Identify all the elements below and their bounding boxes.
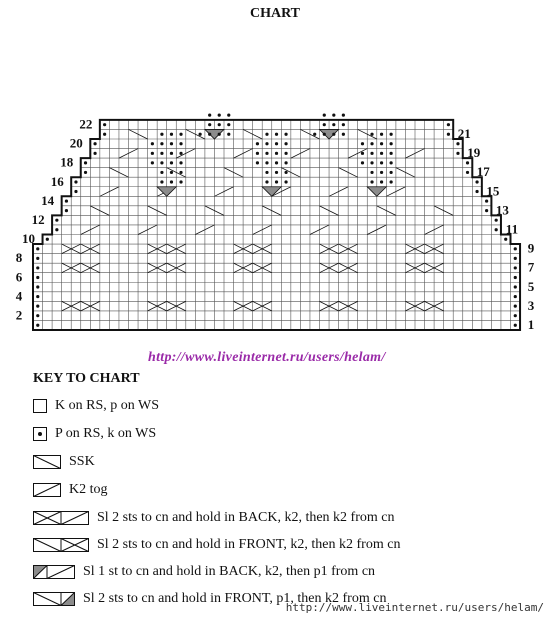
purl-dot bbox=[218, 133, 221, 136]
key-label: Sl 2 sts to cn and hold in FRONT, p1, then k2 from cn bbox=[83, 591, 387, 606]
row-number-right: 21 bbox=[457, 126, 471, 141]
purl-dot bbox=[151, 142, 154, 145]
purl-dot bbox=[74, 180, 77, 183]
purl-dot bbox=[323, 114, 326, 117]
row-number-right: 13 bbox=[495, 202, 509, 218]
purl-dot bbox=[218, 123, 221, 126]
purl-dot bbox=[265, 152, 268, 155]
purl-dot bbox=[514, 266, 517, 269]
purl-dot bbox=[36, 285, 39, 288]
purl-dot bbox=[36, 314, 39, 317]
row-number-right: 5 bbox=[527, 278, 535, 294]
purl-dot bbox=[284, 171, 287, 174]
purl-dot bbox=[65, 209, 68, 212]
purl-dot bbox=[332, 133, 335, 136]
purl-dot bbox=[485, 199, 488, 202]
purl-dot bbox=[170, 133, 173, 136]
key-label: P on RS, k on WS bbox=[55, 426, 157, 441]
row-number-left: 18 bbox=[60, 154, 74, 170]
purl-dot bbox=[179, 161, 182, 164]
purl-dot bbox=[170, 171, 173, 174]
purl-dot bbox=[265, 161, 268, 164]
purl-dot bbox=[380, 180, 383, 183]
key-label: SSK bbox=[69, 454, 95, 469]
key-item-cable-front bbox=[33, 535, 400, 555]
purl-dot bbox=[514, 305, 517, 308]
purl-dot bbox=[256, 161, 259, 164]
purl-dot bbox=[170, 161, 173, 164]
purl-dot bbox=[390, 152, 393, 155]
purl-dot bbox=[456, 142, 459, 145]
purl-dot bbox=[36, 276, 39, 279]
purl-dot bbox=[256, 152, 259, 155]
purl-dot bbox=[170, 180, 173, 183]
purl-dot bbox=[323, 123, 326, 126]
row-number-left: 4 bbox=[15, 288, 23, 304]
key-label: Sl 2 sts to cn and hold in BACK, k2, then k2 from cn bbox=[97, 510, 395, 525]
purl-dot bbox=[93, 152, 96, 155]
purl-dot bbox=[160, 142, 163, 145]
purl-dot bbox=[179, 171, 182, 174]
purl-dot bbox=[36, 295, 39, 298]
purl-dot bbox=[208, 123, 211, 126]
key-label: K2 tog bbox=[69, 482, 108, 497]
purl-dot bbox=[475, 190, 478, 193]
row-number-left: 20 bbox=[69, 135, 83, 151]
purl-dot bbox=[284, 142, 287, 145]
purl-dot bbox=[199, 133, 202, 136]
cross-triangle bbox=[205, 129, 224, 139]
key-label: K on RS, p on WS bbox=[55, 398, 159, 413]
purl-dot bbox=[55, 228, 58, 231]
purl-dot bbox=[370, 152, 373, 155]
purl-dot bbox=[361, 152, 364, 155]
purl-dot bbox=[160, 161, 163, 164]
row-number-left: 6 bbox=[15, 269, 23, 285]
purl-dot bbox=[514, 247, 517, 250]
purl-dot bbox=[370, 142, 373, 145]
row-number-left: 14 bbox=[41, 192, 55, 208]
purl-dot bbox=[514, 276, 517, 279]
purl-dot bbox=[514, 324, 517, 327]
purl-dot bbox=[179, 152, 182, 155]
chart-title: CHART bbox=[249, 6, 301, 21]
purl-dot bbox=[65, 199, 68, 202]
key-item-cable-back bbox=[33, 508, 395, 528]
cross-front-symbol-icon bbox=[33, 592, 75, 606]
row-number-left: 8 bbox=[15, 250, 23, 266]
purl-dot bbox=[275, 152, 278, 155]
purl-dot bbox=[227, 114, 230, 117]
cross-triangle bbox=[262, 187, 281, 197]
purl-dot bbox=[514, 285, 517, 288]
purl-dot bbox=[275, 180, 278, 183]
purl-dot bbox=[284, 133, 287, 136]
purl-dot bbox=[323, 133, 326, 136]
key-title: KEY TO CHART bbox=[33, 371, 140, 386]
purl-dot bbox=[55, 219, 58, 222]
purl-dot bbox=[390, 142, 393, 145]
purl-dot bbox=[170, 152, 173, 155]
purl-dot bbox=[370, 171, 373, 174]
purl-dot bbox=[218, 114, 221, 117]
purl-dot bbox=[495, 228, 498, 231]
purl-dot bbox=[265, 171, 268, 174]
purl-dot bbox=[485, 209, 488, 212]
row-number-right: 19 bbox=[467, 145, 481, 161]
purl-dot bbox=[495, 219, 498, 222]
source-url[interactable]: http://www.liveinternet.ru/users/helam/ bbox=[148, 350, 386, 365]
purl-dot bbox=[361, 142, 364, 145]
purl-dot bbox=[160, 133, 163, 136]
purl-dot bbox=[380, 142, 383, 145]
purl-dot bbox=[103, 133, 106, 136]
row-number-right: 15 bbox=[486, 183, 500, 199]
purl-dot bbox=[74, 190, 77, 193]
purl-dot bbox=[275, 171, 278, 174]
purl-dot bbox=[93, 142, 96, 145]
purl-dot bbox=[370, 133, 373, 136]
purl-dot bbox=[36, 266, 39, 269]
purl-dot bbox=[380, 171, 383, 174]
purl-dot bbox=[275, 161, 278, 164]
cross-back-symbol-icon bbox=[33, 565, 75, 579]
purl-dot bbox=[103, 123, 106, 126]
purl-dot bbox=[179, 133, 182, 136]
purl-dot bbox=[390, 133, 393, 136]
purl-dot bbox=[447, 133, 450, 136]
purl-symbol-icon bbox=[33, 427, 47, 441]
purl-dot bbox=[504, 238, 507, 241]
purl-dot bbox=[370, 161, 373, 164]
purl-dot bbox=[361, 161, 364, 164]
row-number-right: 3 bbox=[527, 297, 535, 313]
purl-dot bbox=[84, 171, 87, 174]
key-label: Sl 1 st to cn and hold in BACK, k2, then p1 from cn bbox=[83, 564, 376, 579]
purl-dot bbox=[390, 171, 393, 174]
purl-dot bbox=[36, 305, 39, 308]
purl-dot bbox=[179, 142, 182, 145]
purl-dot bbox=[160, 171, 163, 174]
cross-triangle bbox=[367, 187, 386, 197]
row-number-right: 9 bbox=[527, 240, 535, 256]
purl-dot bbox=[208, 133, 211, 136]
watermark-url: http://www.liveinternet.ru/users/helam/ bbox=[285, 601, 544, 614]
key-item-purl bbox=[33, 424, 156, 444]
cable-front-symbol-icon bbox=[33, 538, 89, 552]
key-item-ssk bbox=[33, 452, 95, 472]
cable-back-symbol-icon bbox=[33, 511, 89, 525]
purl-dot bbox=[380, 161, 383, 164]
purl-dot bbox=[456, 152, 459, 155]
purl-dot bbox=[265, 133, 268, 136]
key-item-cross-back bbox=[33, 562, 375, 582]
purl-dot bbox=[227, 133, 230, 136]
k2tog-symbol-icon bbox=[33, 483, 61, 497]
purl-dot bbox=[284, 152, 287, 155]
key-item-knit bbox=[33, 396, 159, 416]
row-number-right: 7 bbox=[527, 259, 535, 275]
chart-grid bbox=[33, 120, 520, 330]
cross-triangle bbox=[320, 129, 339, 139]
purl-dot bbox=[313, 133, 316, 136]
purl-dot bbox=[447, 123, 450, 126]
purl-dot bbox=[284, 161, 287, 164]
purl-dot bbox=[342, 114, 345, 117]
ssk-symbol-icon bbox=[33, 455, 61, 469]
purl-dot bbox=[342, 133, 345, 136]
key-label: Sl 2 sts to cn and hold in FRONT, k2, then k2 from cn bbox=[97, 537, 401, 552]
purl-dot bbox=[256, 142, 259, 145]
purl-dot bbox=[36, 247, 39, 250]
row-number-left: 16 bbox=[50, 173, 64, 189]
row-number-right: 17 bbox=[476, 164, 490, 180]
purl-dot bbox=[170, 142, 173, 145]
purl-dot bbox=[151, 152, 154, 155]
purl-dot bbox=[332, 114, 335, 117]
purl-dot bbox=[46, 238, 49, 241]
purl-dot bbox=[380, 152, 383, 155]
row-number-left: 22 bbox=[79, 116, 93, 132]
purl-dot bbox=[265, 180, 268, 183]
purl-dot bbox=[84, 161, 87, 164]
purl-dot bbox=[370, 180, 373, 183]
purl-dot bbox=[514, 314, 517, 317]
row-number-left: 2 bbox=[15, 307, 23, 323]
row-number-right: 11 bbox=[505, 221, 519, 237]
purl-dot bbox=[475, 180, 478, 183]
purl-dot bbox=[160, 180, 163, 183]
purl-dot bbox=[179, 180, 182, 183]
row-number-left: 10 bbox=[22, 231, 36, 247]
purl-dot bbox=[342, 123, 345, 126]
row-number-right: 1 bbox=[527, 317, 535, 332]
purl-dot bbox=[466, 161, 469, 164]
purl-dot bbox=[514, 295, 517, 298]
purl-dot bbox=[390, 161, 393, 164]
purl-dot bbox=[227, 123, 230, 126]
purl-dot bbox=[208, 114, 211, 117]
purl-dot bbox=[380, 133, 383, 136]
key-item-k2tog bbox=[33, 480, 108, 500]
purl-dot bbox=[275, 133, 278, 136]
knit-symbol-icon bbox=[33, 399, 47, 413]
purl-dot bbox=[390, 180, 393, 183]
purl-dot bbox=[160, 152, 163, 155]
purl-dot bbox=[284, 180, 287, 183]
purl-dot bbox=[36, 324, 39, 327]
purl-dot bbox=[36, 257, 39, 260]
purl-dot bbox=[265, 142, 268, 145]
purl-dot bbox=[514, 257, 517, 260]
purl-dot bbox=[275, 142, 278, 145]
row-number-left: 12 bbox=[31, 211, 45, 227]
purl-dot bbox=[332, 123, 335, 126]
purl-dot bbox=[466, 171, 469, 174]
purl-dot bbox=[151, 161, 154, 164]
